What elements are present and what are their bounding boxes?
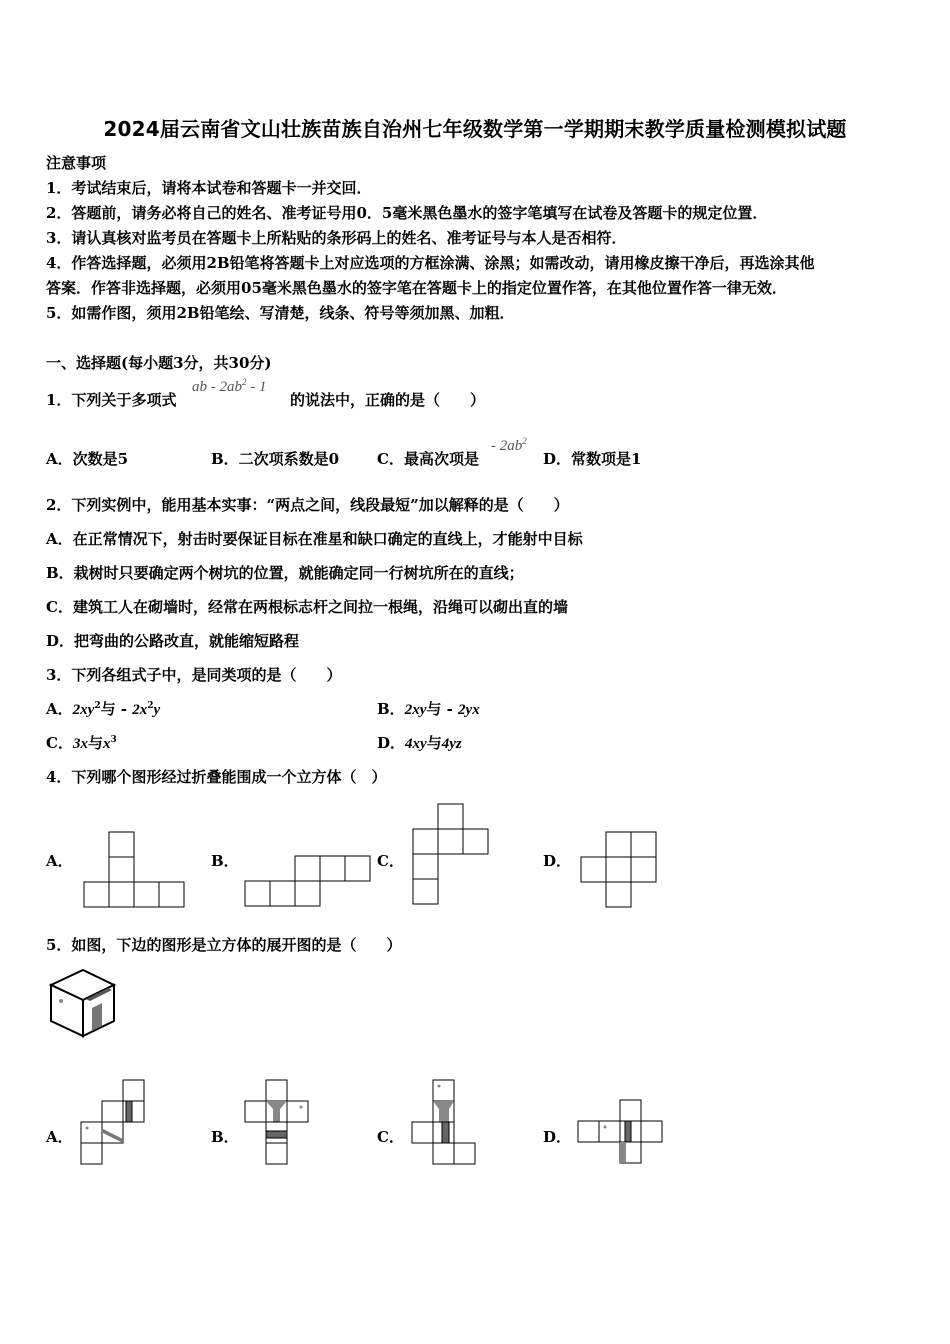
q3-option-b: B．2xy与 - 2yx [377, 700, 480, 718]
notice-item-3: 3．请认真核对监考员在答题卡上所粘贴的条形码上的姓名、准考证号与本人是否相符． [46, 229, 627, 247]
q4-net-b [244, 855, 374, 909]
q2-option-c: C．建筑工人在砌墙时，经常在两根标志杆之间拉一根绳，沿绳可以砌出直的墙 [46, 598, 568, 616]
q3-option-c: C．3x与$x^3$ [46, 734, 117, 752]
q1-option-a: A．次数是5 [46, 450, 129, 468]
q1-option-b: B．二次项系数是0 [211, 450, 340, 468]
q1-option-d: D．常数项是1 [543, 450, 642, 468]
q5-net-b [244, 1079, 314, 1167]
q1-expression: ab - $2ab^2 - 1$ [192, 377, 267, 395]
q4-option-a-label: A． [46, 852, 73, 870]
q1-option-c-expression: - $2ab^2$ [491, 436, 527, 454]
notice-item-1: 1．考试结束后，请将本试卷和答题卡一并交回． [46, 179, 372, 197]
section-heading: 一、选择题(每小题3分，共30分) [46, 354, 272, 372]
notice-heading: 注意事项 [46, 154, 107, 172]
q1-option-c: C．最高次项是 [377, 450, 479, 468]
q4-option-c-label: C． [377, 852, 404, 870]
q5-option-a-label: A． [46, 1128, 73, 1146]
q2-stem: 2．下列实例中，能用基本实事：“两点之间，线段最短”加以解释的是（ ） [46, 496, 569, 514]
notice-item-2: 2．答题前，请务必将自己的姓名、准考证号用0．5毫米黑色墨水的签字笔填写在试卷及答题卡的规定位置． [46, 204, 768, 222]
notice-item-5: 5．如需作图，须用2B铅笔绘、写清楚，线条、符号等须加黑、加粗． [46, 304, 515, 322]
notice-item-4: 4．作答选择题，必须用2B铅笔将答题卡上对应选项的方框涂满、涂黑；如需改动，请用橡皮擦干净后，再选涂其他 [46, 254, 815, 272]
q5-net-a [79, 1079, 149, 1167]
q5-net-d [577, 1099, 665, 1167]
q4-net-c [412, 803, 492, 907]
q4-net-a [83, 831, 187, 911]
q3-option-d: D．4xy与4yz [377, 734, 462, 752]
q3-stem: 3．下列各组式子中，是同类项的是（ ） [46, 666, 342, 684]
q2-option-d: D．把弯曲的公路改直，就能缩短路程 [46, 632, 300, 650]
q5-option-c-label: C． [377, 1128, 404, 1146]
q4-net-d [580, 831, 660, 911]
q5-option-d-label: D． [543, 1128, 572, 1146]
q5-option-b-label: B． [211, 1128, 239, 1146]
q2-option-b: B．栽树时只要确定两个树坑的位置，就能确定同一行树坑所在的直线； [46, 564, 524, 582]
q5-net-c [411, 1079, 481, 1167]
notice-item-4-cont: 答案．作答非选择题，必须用05毫米黑色墨水的签字笔在答题卡上的指定位置作答，在其他位置作答一律无效． [46, 279, 787, 297]
q4-option-d-label: D． [543, 852, 572, 870]
q5-cube-figure [48, 968, 118, 1040]
q1-stem-pre: 1．下列关于多项式 [46, 391, 177, 409]
q1-stem-post: 的说法中，正确的是（ ） [290, 391, 486, 409]
q3-option-a: A．$2xy^2$与 - $2x^2y$ [46, 700, 161, 718]
page-title: 2024届云南省文山壮族苗族自治州七年级数学第一学期期末教学质量检测模拟试题 [103, 117, 847, 141]
q4-stem: 4．下列哪个图形经过折叠能围成一个立方体（ ） [46, 768, 387, 786]
q2-option-a: A．在正常情况下，射击时要保证目标在准星和缺口确定的直线上，才能射中目标 [46, 530, 583, 548]
q4-option-b-label: B． [211, 852, 239, 870]
q5-stem: 5．如图，下边的图形是立方体的展开图的是（ ） [46, 936, 402, 954]
